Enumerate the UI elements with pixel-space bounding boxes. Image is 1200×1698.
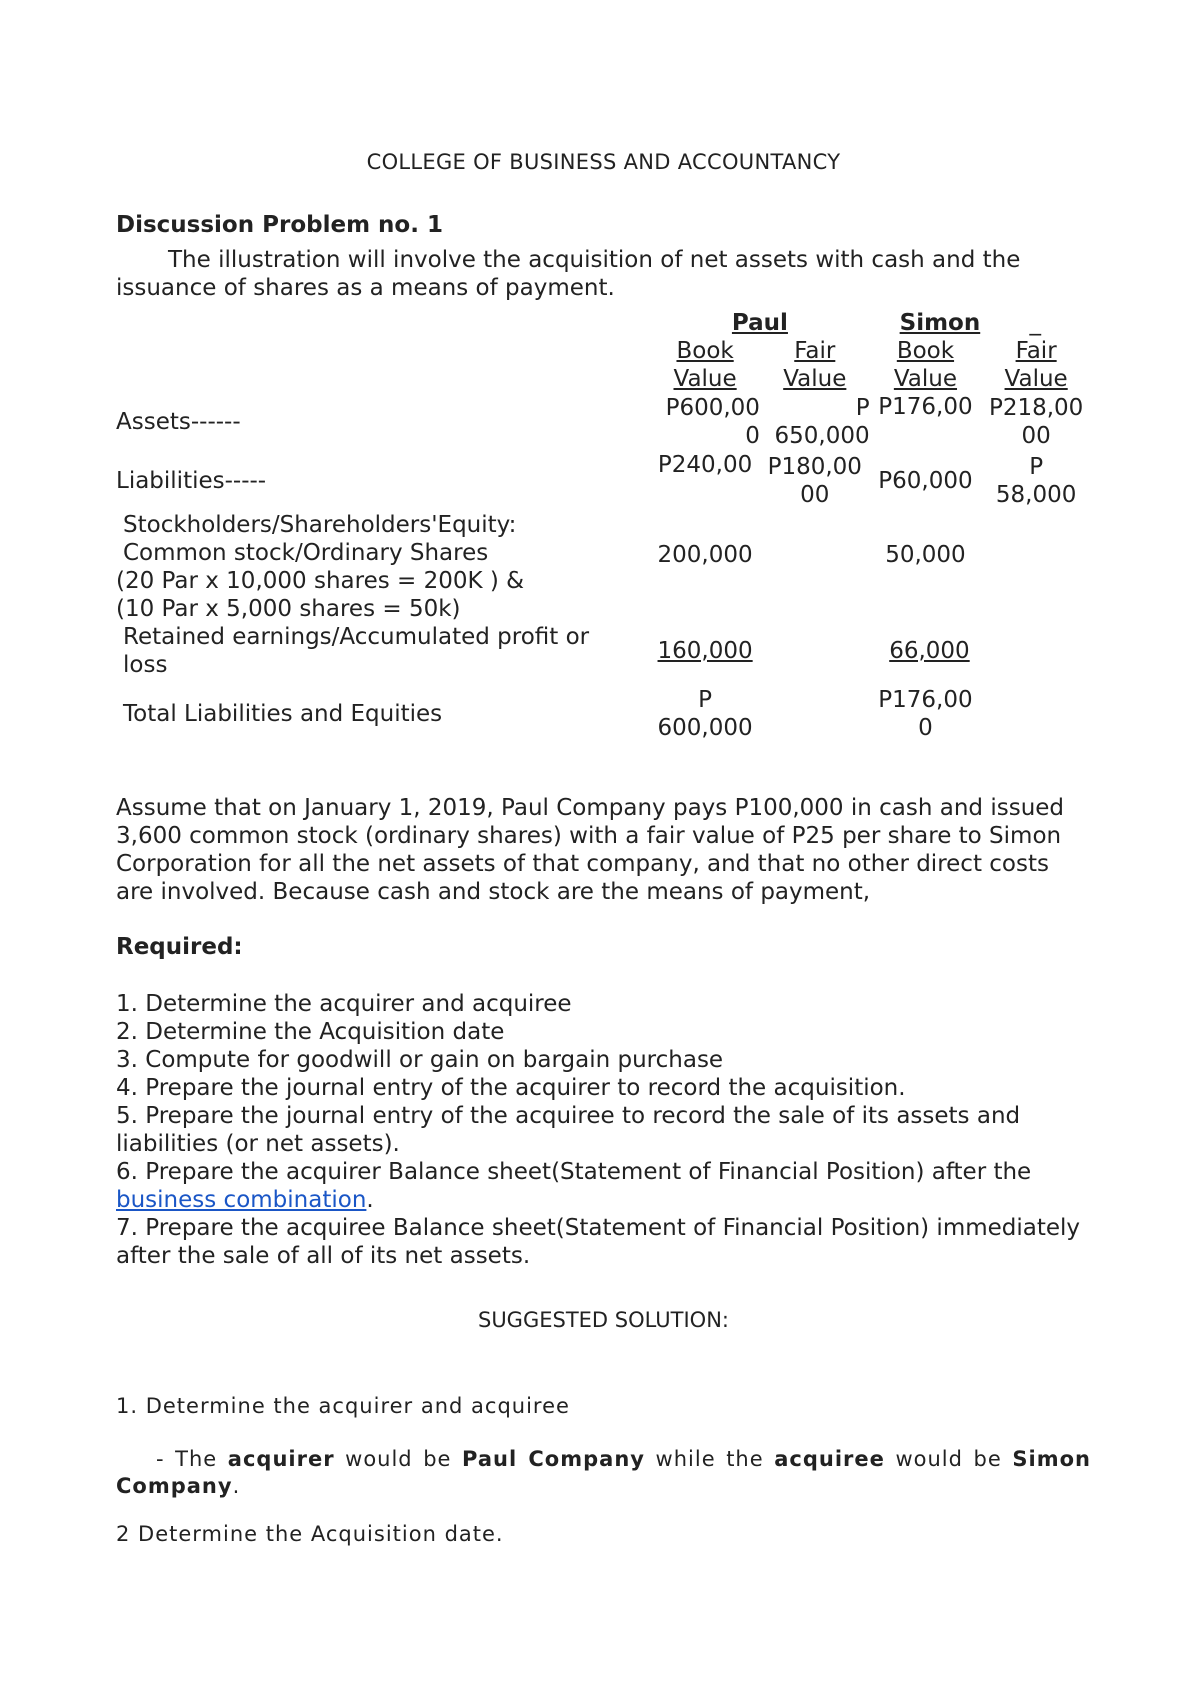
answer-term: acquirer (227, 1447, 335, 1471)
solution-question-2: 2 Determine the Acquisition date. (116, 1522, 504, 1546)
col-header: Value (673, 366, 737, 392)
common-stock-label: Common stock/Ordinary Shares (123, 540, 489, 566)
required-list (116, 990, 1091, 1270)
list-item: 7. Prepare the acquiree Balance sheet(Statement of Financial Position) immediately after the sale of all of its net assets. (116, 1215, 1081, 1269)
suggested-solution-heading: SUGGESTED SOLUTION: (477, 1308, 729, 1332)
answer-term: acquiree (774, 1447, 885, 1471)
col-header: Book (676, 338, 734, 364)
cell-value: P180,00 (767, 454, 862, 480)
table-row (116, 451, 1091, 511)
table-row (116, 539, 1091, 623)
cell-value: P218,00 (988, 395, 1084, 421)
list-item: 3. Compute for goodwill or gain on bargain purchase (116, 1047, 724, 1073)
answer-text: would be (345, 1447, 452, 1471)
answer-text: would be (895, 1447, 1002, 1471)
list-item-text: 6. Prepare the acquirer Balance sheet(Statement of Financial Position) after the (116, 1159, 1032, 1185)
table-row (116, 337, 1091, 393)
cell-value: 200,000 (657, 542, 753, 568)
row-label-assets: Assets------ (116, 409, 241, 435)
col-header: Fair (794, 338, 836, 364)
common-stock-detail: (10 Par x 5,000 shares = 50k) (116, 596, 461, 622)
cell-value: P240,00 (657, 452, 753, 478)
cell-value: P176,00 (878, 687, 973, 713)
table-row (116, 309, 1091, 337)
answer-text: - The (156, 1447, 218, 1471)
header-extra-mark: _ (1029, 310, 1042, 336)
col-header: Book (896, 338, 955, 364)
list-item: 2. Determine the Acquisition date (116, 1019, 505, 1045)
row-label-liabilities: Liabilities----- (116, 468, 267, 494)
college-header: COLLEGE OF BUSINESS AND ACCOUNTANCY (366, 150, 841, 174)
cell-value: P (698, 687, 713, 713)
business-combination-link[interactable]: business combination (116, 1187, 367, 1213)
solution-question-1: 1. Determine the acquirer and acquiree (116, 1394, 570, 1418)
required-heading: Required: (116, 934, 243, 960)
balance-sheet-table (116, 309, 1091, 749)
list-item-text: . (366, 1187, 374, 1213)
cell-value: P (855, 395, 870, 421)
list-item: 5. Prepare the journal entry of the acquiree to record the sale of its assets and liabilities (or net assets). (116, 1103, 1021, 1157)
cell-value: 66,000 (889, 638, 970, 664)
cell-value: 600,000 (657, 715, 753, 741)
cell-value: 58,000 (995, 482, 1077, 508)
table-row (116, 679, 1091, 749)
cell-value: 50,000 (885, 542, 966, 568)
cell-value: P (1029, 454, 1044, 480)
cell-value: P60,000 (878, 468, 973, 494)
list-item: 4. Prepare the journal entry of the acquirer to record the acquisition. (116, 1075, 906, 1101)
total-label: Total Liabilities and Equities (123, 701, 443, 727)
company-header-paul: Paul (731, 310, 788, 336)
cell-value: 00 (1021, 423, 1051, 449)
company-header-simon: Simon (899, 310, 981, 336)
list-item: 1. Determine the acquirer and acquiree (116, 991, 572, 1017)
col-header: Value (783, 366, 847, 392)
table-row (116, 393, 1091, 451)
cell-value: 00 (800, 482, 830, 508)
solution-answer-1 (116, 1446, 1091, 1500)
table-row (116, 623, 1091, 679)
cell-value: 160,000 (657, 638, 753, 664)
answer-text: while the (655, 1447, 764, 1471)
answer-term: Paul Company (462, 1447, 645, 1471)
cell-value: P176,00 (878, 394, 973, 420)
answer-term: Simon Company (116, 1447, 1091, 1498)
col-header: Fair (1015, 338, 1057, 364)
col-header: Value (893, 366, 958, 392)
retained-earnings-label: Retained earnings/Accumulated profit or loss (123, 624, 590, 678)
list-item (116, 1158, 1091, 1214)
cell-value: P600,00 (665, 395, 760, 421)
problem-intro: The illustration will involve the acquisition of net assets with cash and the issuance of shares as a means of payment. (116, 247, 1021, 301)
cell-value: 650,000 (774, 423, 870, 449)
equity-heading: Stockholders/Shareholders'Equity: (123, 512, 517, 538)
problem-title: Discussion Problem no. 1 (116, 212, 443, 238)
common-stock-detail: (20 Par x 10,000 shares = 200K ) & (116, 568, 525, 594)
assumption-paragraph: Assume that on January 1, 2019, Paul Company pays P100,000 in cash and issued 3,600 common stock (ordinary shares) with a fair value of P25 per share to Simon Corporation for all the net assets of that company, and that no other direct costs are involved. Because cash and stock are the means of payment, (116, 795, 1065, 905)
answer-text: . (232, 1474, 241, 1498)
cell-value: 0 (918, 715, 933, 741)
table-row (116, 511, 1091, 539)
cell-value: 0 (745, 423, 760, 449)
col-header: Value (1004, 366, 1068, 392)
